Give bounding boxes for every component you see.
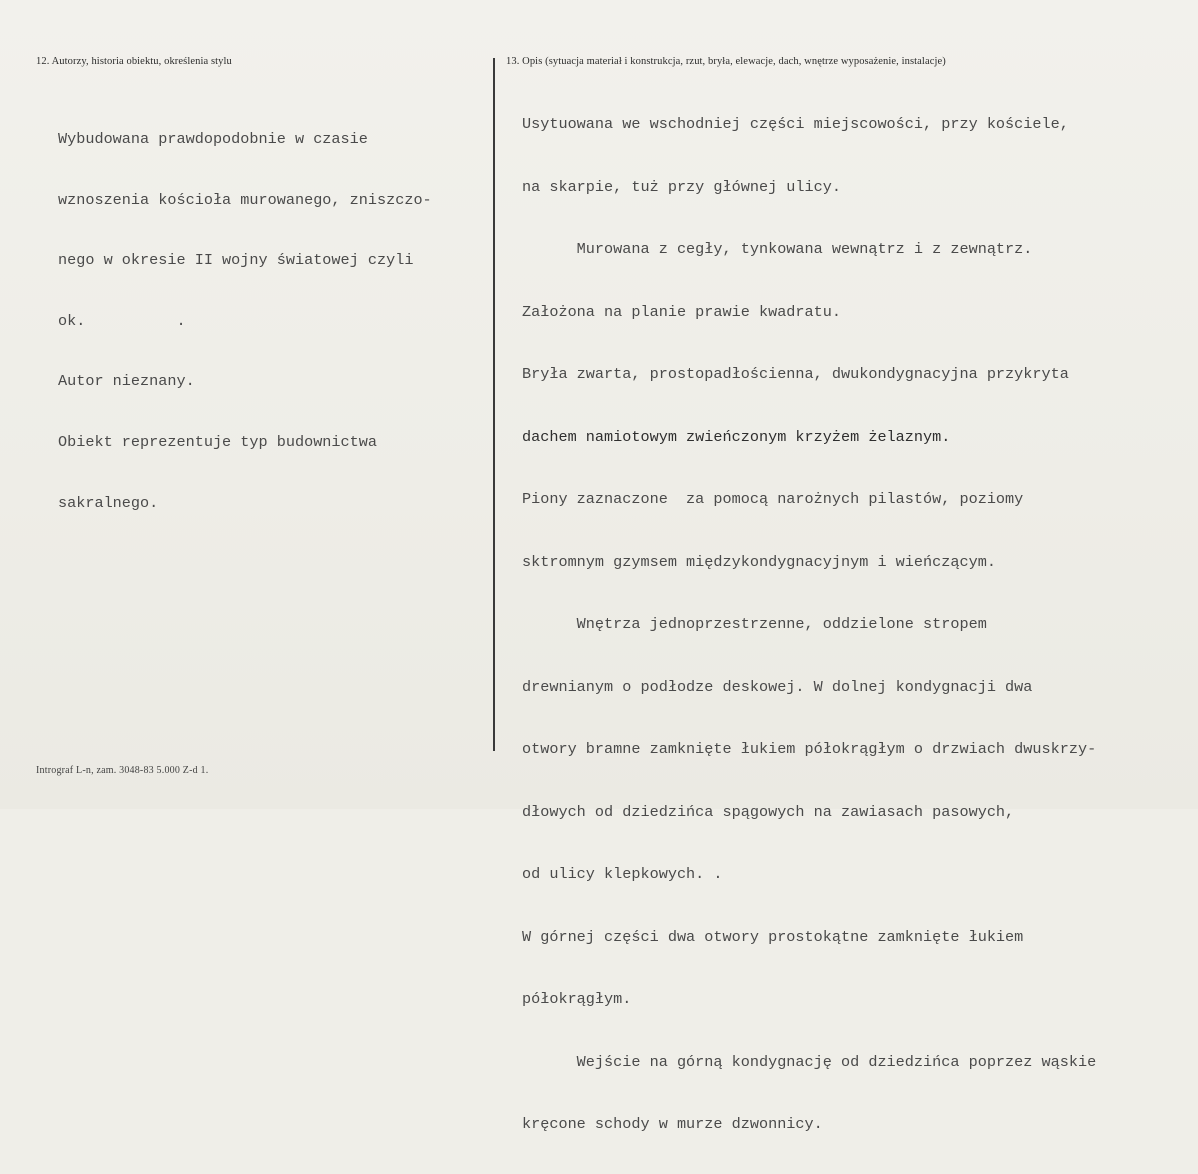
printer-imprint: Intrograf L-n, zam. 3048-83 5.000 Z-d 1. <box>36 765 209 776</box>
text-line: Piony zaznaczone za pomocą narożnych pilastów, poziomy <box>522 490 1024 508</box>
text-line: Wybudowana prawdopodobnie w czasie <box>58 130 368 148</box>
text-line: otwory bramne zamknięte łukiem półokrągłym o drzwiach dwuskrzy- <box>522 740 1097 758</box>
text-line: Obiekt reprezentuje typ budownictwa <box>58 432 377 451</box>
text-line: sakralnego. <box>58 493 159 512</box>
text-line: dłowych od dziedzińca spągowych na zawiasach pasowych, <box>522 802 1015 821</box>
text-line: Usytuowana we wschodniej części miejscowości, przy kościele, <box>522 115 1069 133</box>
text-line: Autor nieznany. <box>58 372 195 391</box>
text-line: wznoszenia kościoła murowanego, zniszczo- <box>58 190 432 209</box>
text-line: sktromnym gzymsem międzykondygnacyjnym i wieńczącym. <box>522 552 996 571</box>
section-13-text <box>522 75 1096 1174</box>
text-line: W górnej części dwa otwory prostokątne zamknięte łukiem <box>522 927 1024 946</box>
section-13-header: 13. Opis (sytuacja materiał i konstrukcja, rzut, bryła, elewacje, dach, wnętrze wyposażenie, instalacje) <box>506 56 946 67</box>
column-divider <box>493 58 495 751</box>
text-line: Murowana z cegły, tynkowana wewnątrz i z zewnątrz. <box>522 240 1033 258</box>
text-line: na skarpie, tuż przy głównej ulicy. <box>522 177 841 196</box>
text-line: Założona na planie prawie kwadratu. <box>522 302 841 321</box>
section-12-header: 12. Autorzy, historia obiektu, określenia stylu <box>36 56 232 67</box>
text-line: Wejście na górną kondygnację od dziedzińca poprzez wąskie <box>522 1052 1097 1071</box>
text-line: nego w okresie II wojny światowej czyli <box>58 251 414 270</box>
text-line: od ulicy klepkowych. . <box>522 865 723 883</box>
text-line: drewnianym o podłodze deskowej. W dolnej kondygnacji dwa <box>522 677 1033 696</box>
text-line: kręcone schody w murze dzwonnicy. <box>522 1115 823 1133</box>
text-line: dachem namiotowym zwieńczonym krzyżem żelaznym. <box>522 427 951 446</box>
text-line: ok. . <box>58 311 186 330</box>
text-line: Wnętrza jednoprzestrzenne, oddzielone stropem <box>522 615 987 633</box>
text-line: Bryła zwarta, prostopadłościenna, dwukondygnacyjna przykryta <box>522 365 1069 383</box>
section-12-text <box>58 91 432 551</box>
text-line: półokrągłym. <box>522 990 632 1008</box>
